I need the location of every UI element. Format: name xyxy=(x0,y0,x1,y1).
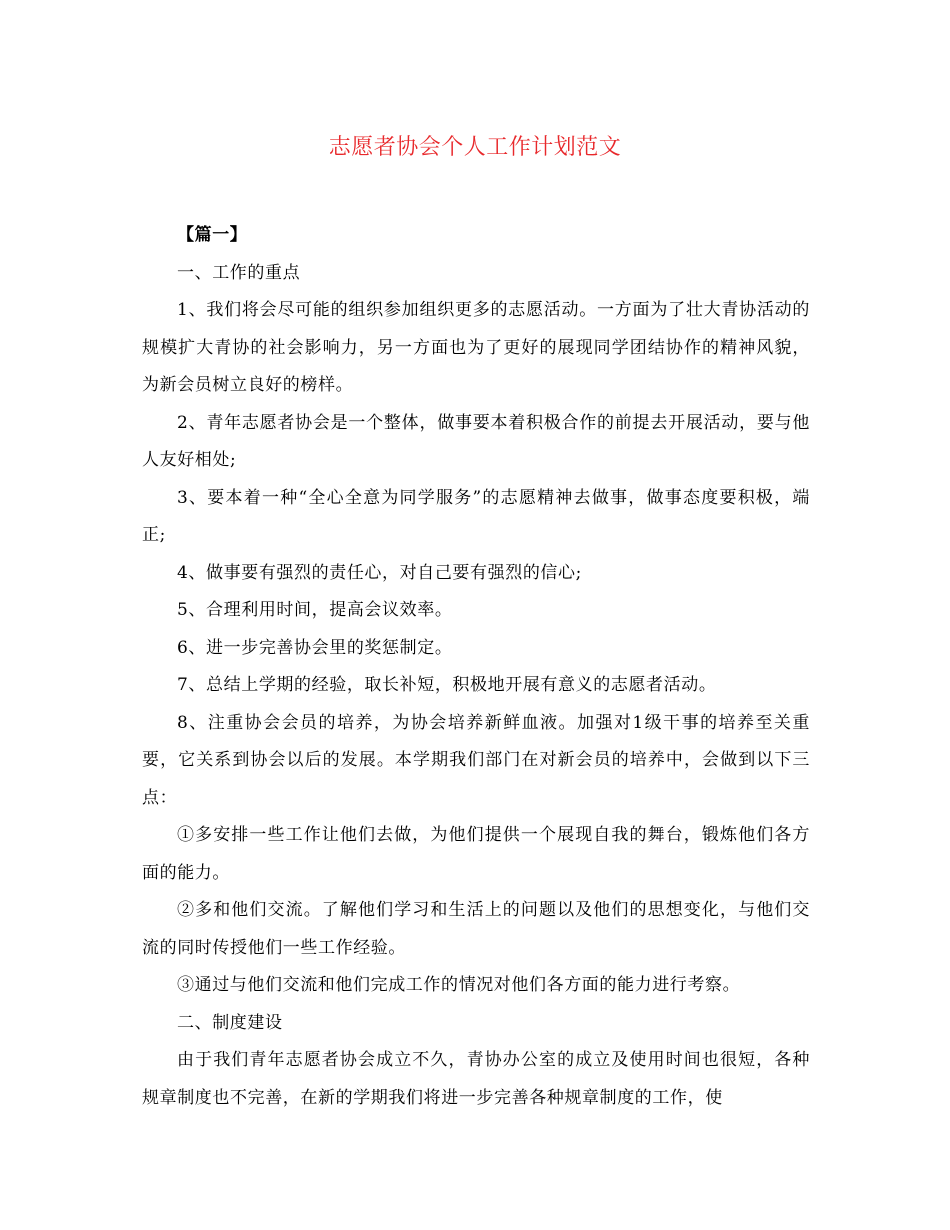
paragraph-item-8: 8、注重协会会员的培养，为协会培养新鲜血液。加强对1级干事的培养至关重要，它关系到协会以后的发展。本学期我们部门在对新会员的培养中，会做到以下三点： xyxy=(142,712,810,808)
paragraph-system-building: 由于我们青年志愿者协会成立不久，青协办公室的成立及使用时间也很短，各种规章制度也不完善，在新的学期我们将进一步完善各种规章制度的工作，使 xyxy=(142,1050,810,1108)
paragraph-item-3: 3、要本着一种“全心全意为同学服务”的志愿精神去做事，做事态度要积极，端正; xyxy=(142,487,810,545)
paragraph-subitem-3: ③通过与他们交流和他们完成工作的情况对他们各方面的能力进行考察。 xyxy=(177,975,741,995)
heading-system-building: 二、制度建设 xyxy=(177,1012,283,1033)
paragraph-subitem-1: ①多安排一些工作让他们去做，为他们提供一个展现自我的舞台，锻炼他们各方面的能力。 xyxy=(142,825,810,883)
section-tag: 【篇一】 xyxy=(177,225,248,245)
paragraph-item-6: 6、进一步完善协会里的奖惩制定。 xyxy=(177,637,453,658)
paragraph-item-2: 2、青年志愿者协会是一个整体，做事要本着积极合作的前提去开展活动，要与他人友好相处; xyxy=(142,412,810,470)
document-body xyxy=(142,217,810,1117)
paragraph-item-1: 1、我们将会尽可能的组织参加组织更多的志愿活动。一方面为了壮大青协活动的规模扩大青协的社会影响力，另一方面也为了更好的展现同学团结协作的精神风貌，为新会员树立良好的榜样。 xyxy=(142,300,810,395)
paragraph-item-4: 4、做事要有强烈的责任心，对自己要有强烈的信心; xyxy=(177,562,582,583)
heading-work-focus: 一、工作的重点 xyxy=(177,262,301,283)
document-title: 志愿者协会个人工作计划范文 xyxy=(328,135,622,160)
paragraph-item-5: 5、合理利用时间，提高会议效率。 xyxy=(177,600,453,620)
paragraph-item-7: 7、总结上学期的经验，取长补短，积极地开展有意义的志愿者活动。 xyxy=(177,675,717,695)
paragraph-subitem-2: ②多和他们交流。了解他们学习和生活上的问题以及他们的思想变化，与他们交流的同时传授他们一些工作经验。 xyxy=(142,900,810,958)
